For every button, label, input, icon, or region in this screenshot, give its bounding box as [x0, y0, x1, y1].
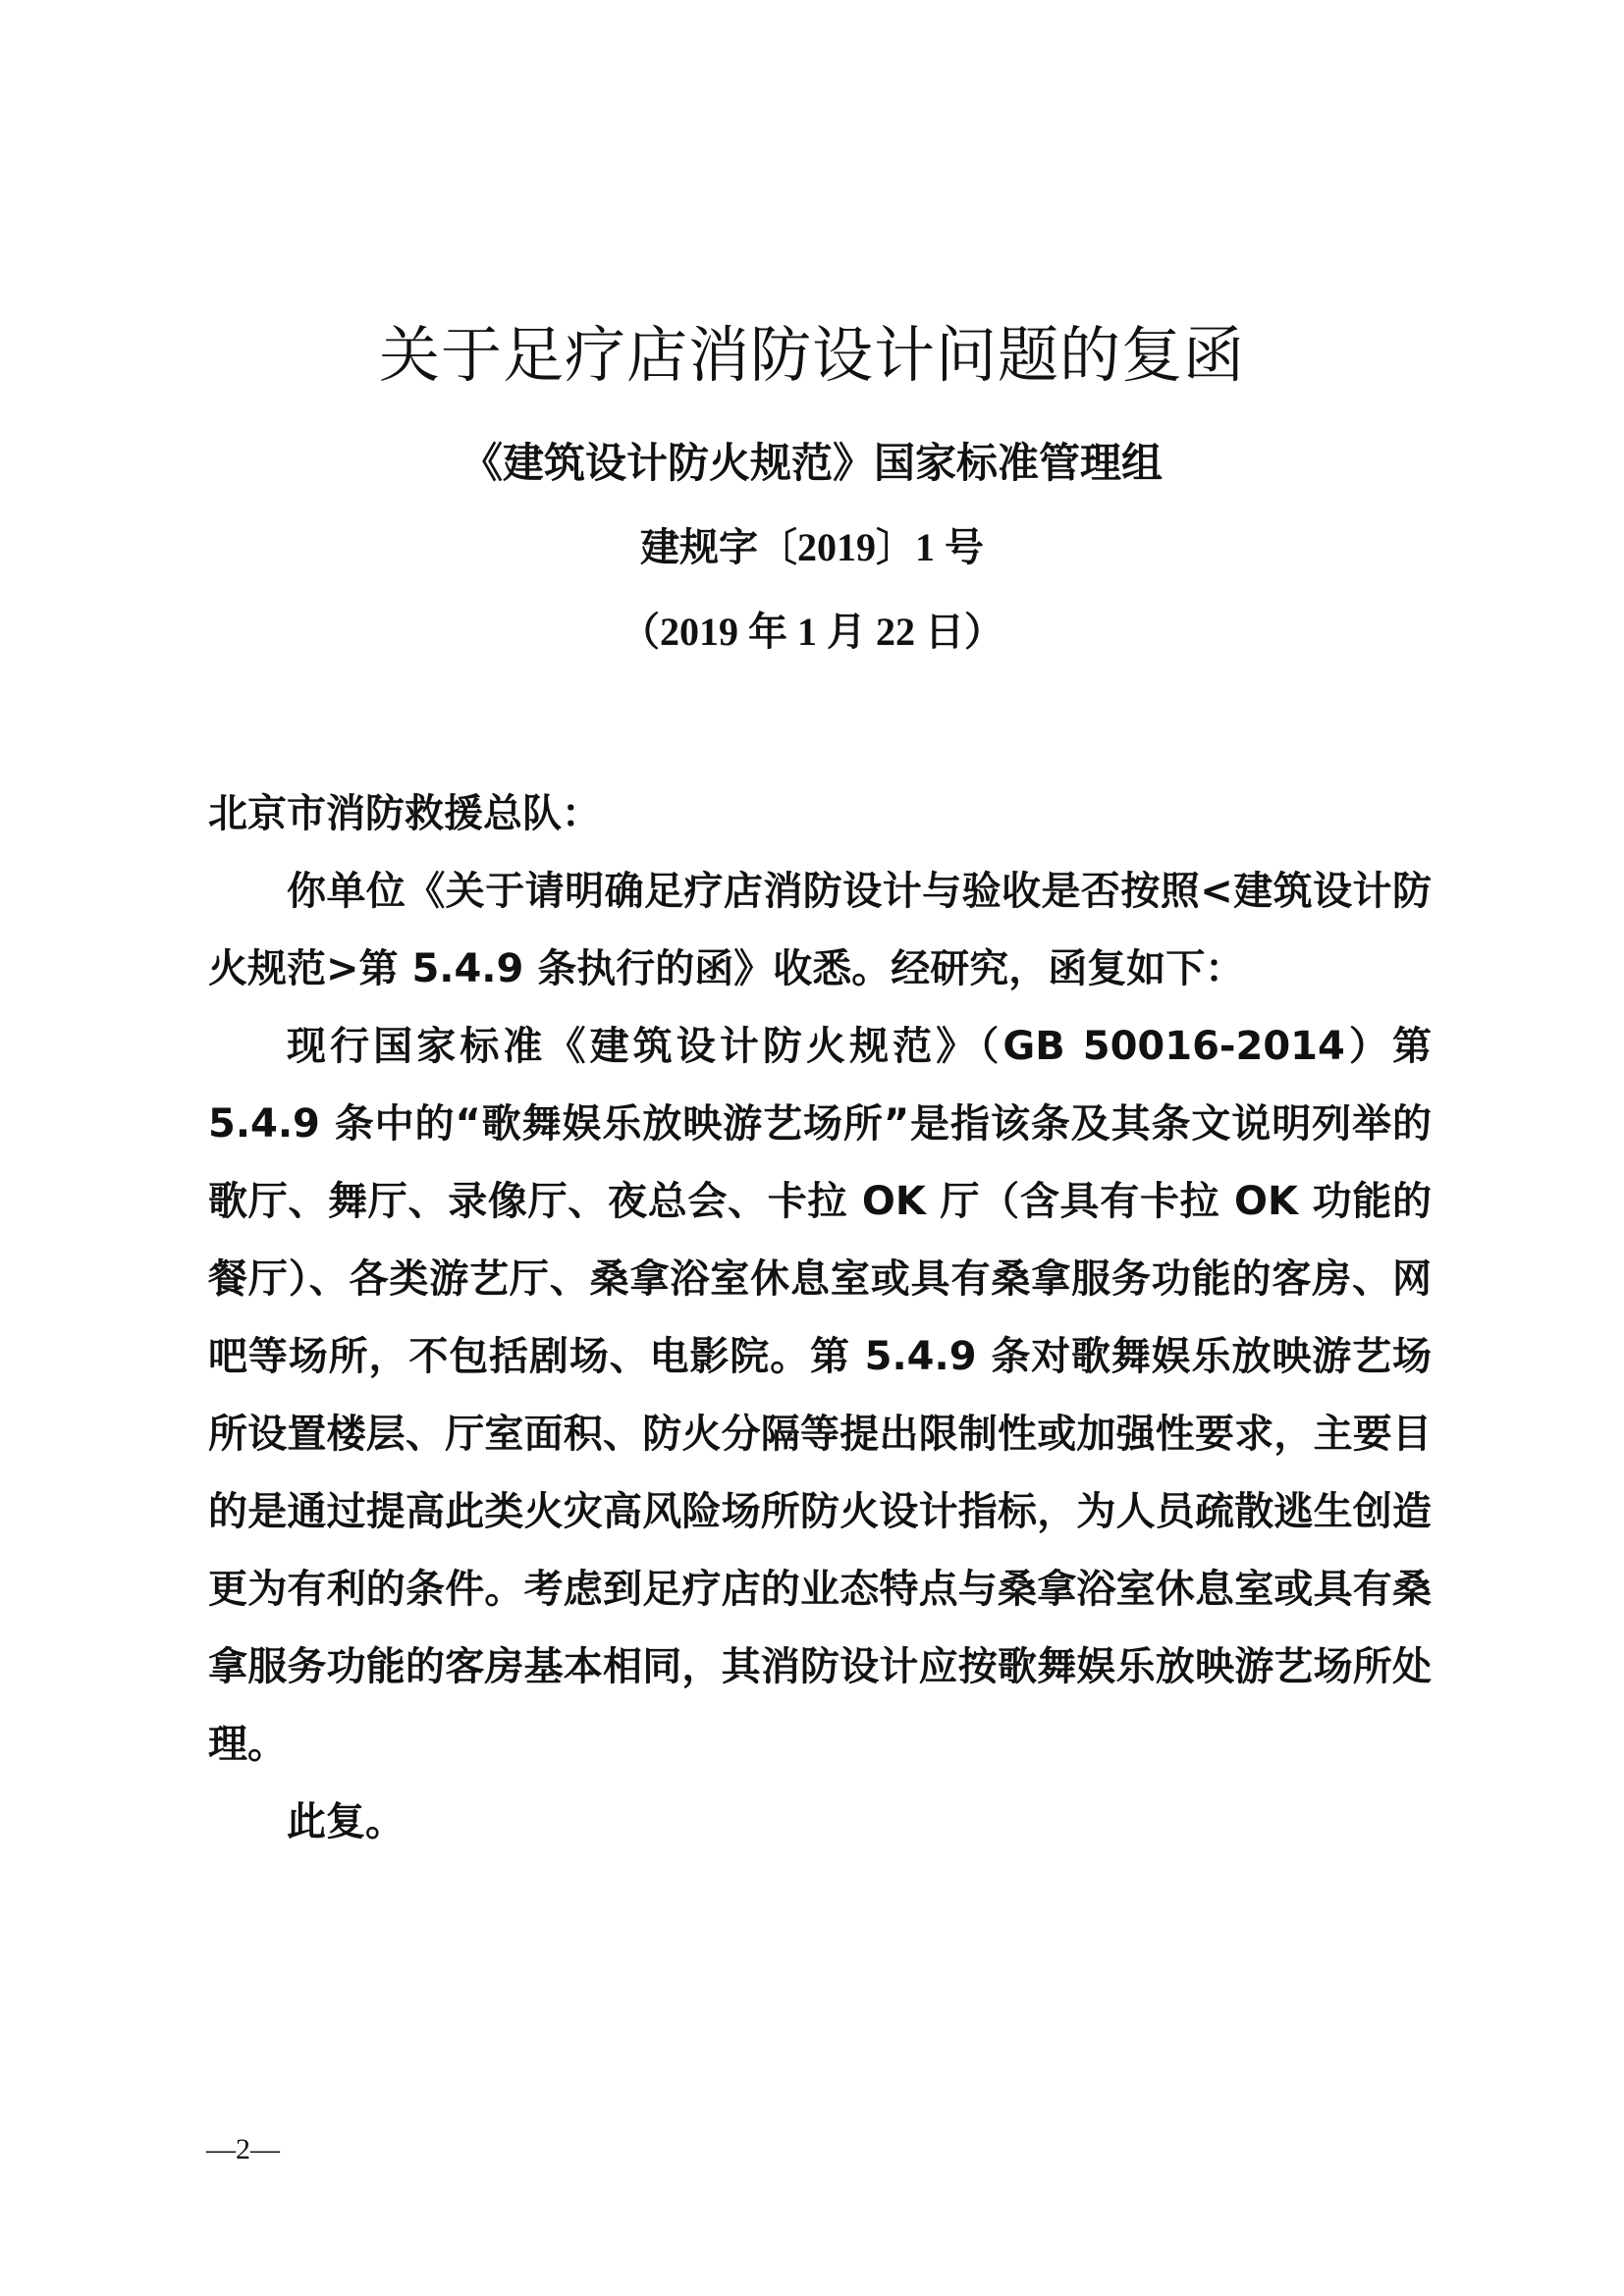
paragraph-receipt: 你单位《关于请明确足疗店消防设计与验收是否按照<建筑设计防火规范>第 5.4.9 条执行的函》收悉。经研究，函复如下：: [208, 869, 1432, 991]
salutation: 北京市消防救援总队：: [208, 791, 601, 836]
document-title: 关于足疗店消防设计问题的复函: [378, 319, 1245, 391]
document-date: （2019 年 1 月 22 日）: [621, 610, 1003, 654]
letter-body: [208, 775, 1432, 1861]
paragraph-reply: 现行国家标准《建筑设计防火规范》（GB 50016-2014）第 5.4.9 条中的“歌舞娱乐放映游艺场所”是指该条及其条文说明列举的歌厅、舞厅、录像厅、夜总会、卡拉 OK 厅（含具有卡拉 OK 功能的餐厅）、各类游艺厅、桑拿浴室休息室或具有桑拿服务功能的客房、网吧等场所，不包括剧场、电影院。第 5.4.9 条对歌舞娱乐放映游艺场所设置楼层、厅室面积、防火分隔等提出限制性或加强性要求，主要目的是通过提高此类火灾高风险场所防火设计指标，为人员疏散逃生创造更为有利的条件。考虑到足疗店的业态特点与桑拿浴室休息室或具有桑拿服务功能的客房基本相同，其消防设计应按歌舞娱乐放映游艺场所处理。: [208, 1024, 1432, 1767]
page-number: —2—: [206, 2133, 280, 2165]
issuer-line: 《建筑设计防火规范》国家标准管理组: [460, 439, 1163, 487]
document-number: 建规字〔2019〕1 号: [640, 525, 984, 569]
paragraph-closing: 此复。: [287, 1799, 405, 1844]
